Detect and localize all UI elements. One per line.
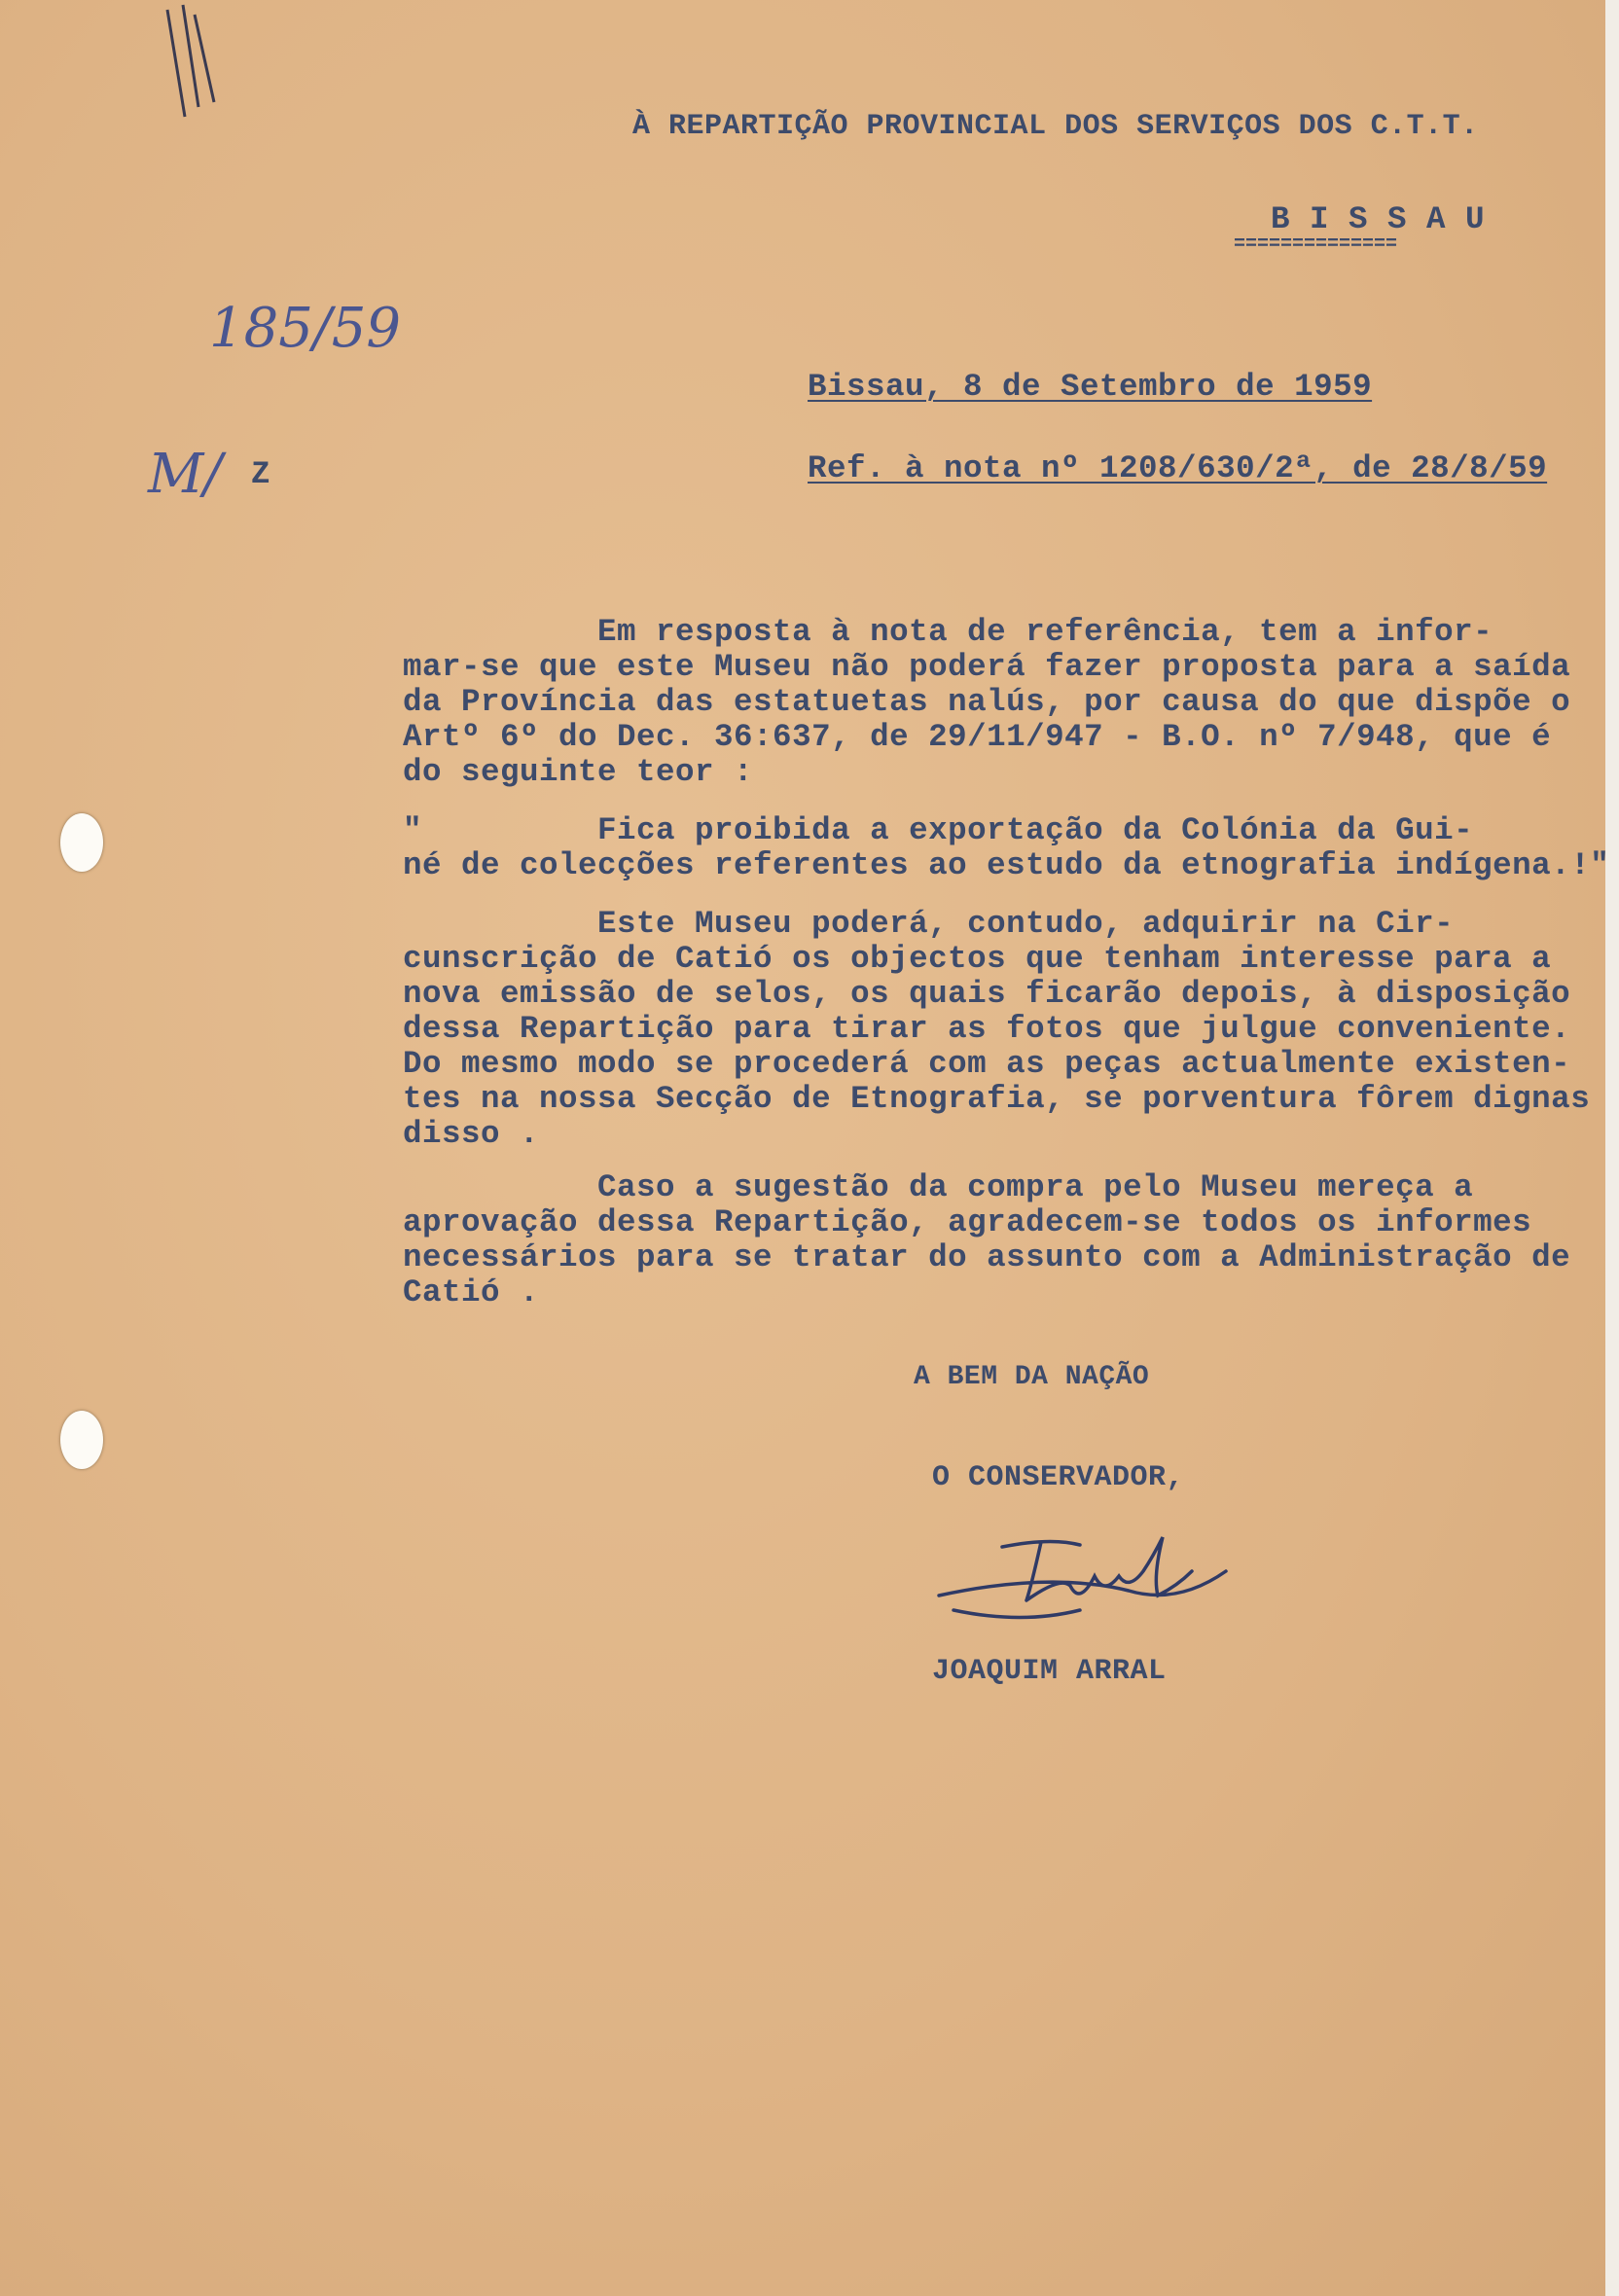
text-line: Catió .: [403, 1274, 540, 1310]
text-line: da Província das estatuetas nalús, por causa do que dispõe o: [403, 684, 1571, 720]
signature: [934, 1518, 1255, 1634]
closing-salutation: A BEM DA NAÇÃO: [914, 1362, 1150, 1392]
paragraph-1: [403, 615, 1570, 790]
pen-marks: [156, 0, 243, 126]
text-line: dessa Repartição para tirar as fotos que julgue conveniente.: [403, 1011, 1571, 1047]
reference-line: Ref. à nota nº 1208/630/2ª, de 28/8/59: [808, 450, 1548, 486]
text-line: nova emissão de selos, os quais ficarão depois, à disposição: [403, 976, 1571, 1012]
text-line: mar-se que este Museu não poderá fazer proposta para a saída: [403, 649, 1571, 685]
quote: [403, 813, 1609, 883]
text-line: do seguinte teor :: [403, 754, 754, 790]
text-line: necessários para se tratar do assunto com a Administração de: [403, 1239, 1571, 1275]
page-edge: [1605, 0, 1619, 2296]
handwritten-number: 185/59: [209, 297, 402, 360]
closing-title: O CONSERVADOR,: [932, 1461, 1185, 1494]
text-line: Em resposta à nota de referência, tem a infor-: [403, 614, 1493, 650]
date-line: Bissau, 8 de Setembro de 1959: [808, 369, 1373, 405]
text-line: disso .: [403, 1116, 540, 1152]
margin-letter: Z: [251, 456, 271, 492]
text-line: Do mesmo modo se procederá com as peças actualmente existen-: [403, 1046, 1571, 1082]
text-line: né de colecções referentes ao estudo da etnografia indígena.!": [403, 847, 1610, 883]
text-line: cunscrição de Catió os objectos que tenham interesse para a: [403, 941, 1552, 977]
addressee: À REPARTIÇÃO PROVINCIAL DOS SERVIÇOS DOS C.T.T.: [632, 110, 1479, 143]
text-line: Artº 6º do Dec. 36:637, de 29/11/947 - B.O. nº 7/948, que é: [403, 719, 1552, 755]
text-line: Este Museu poderá, contudo, adquirir na Cir-: [403, 906, 1455, 942]
margin-mark: M/: [148, 443, 223, 506]
city-underline: ==============: [1234, 233, 1398, 256]
text-line: " Fica proibida a exportação da Colónia da Gui-: [403, 812, 1474, 848]
city: B I S S A U: [1271, 201, 1486, 237]
text-line: Caso a sugestão da compra pelo Museu mereça a: [403, 1169, 1474, 1205]
text-line: aprovação dessa Repartição, agradecem-se todos os informes: [403, 1204, 1532, 1240]
signatory-name: JOAQUIM ARRAL: [932, 1655, 1167, 1688]
punch-hole: [60, 813, 103, 872]
paragraph-3: [403, 1170, 1570, 1310]
text-line: tes na nossa Secção de Etnografia, se porventura fôrem dignas: [403, 1081, 1591, 1117]
paragraph-2: [403, 907, 1590, 1152]
punch-hole: [60, 1411, 103, 1469]
